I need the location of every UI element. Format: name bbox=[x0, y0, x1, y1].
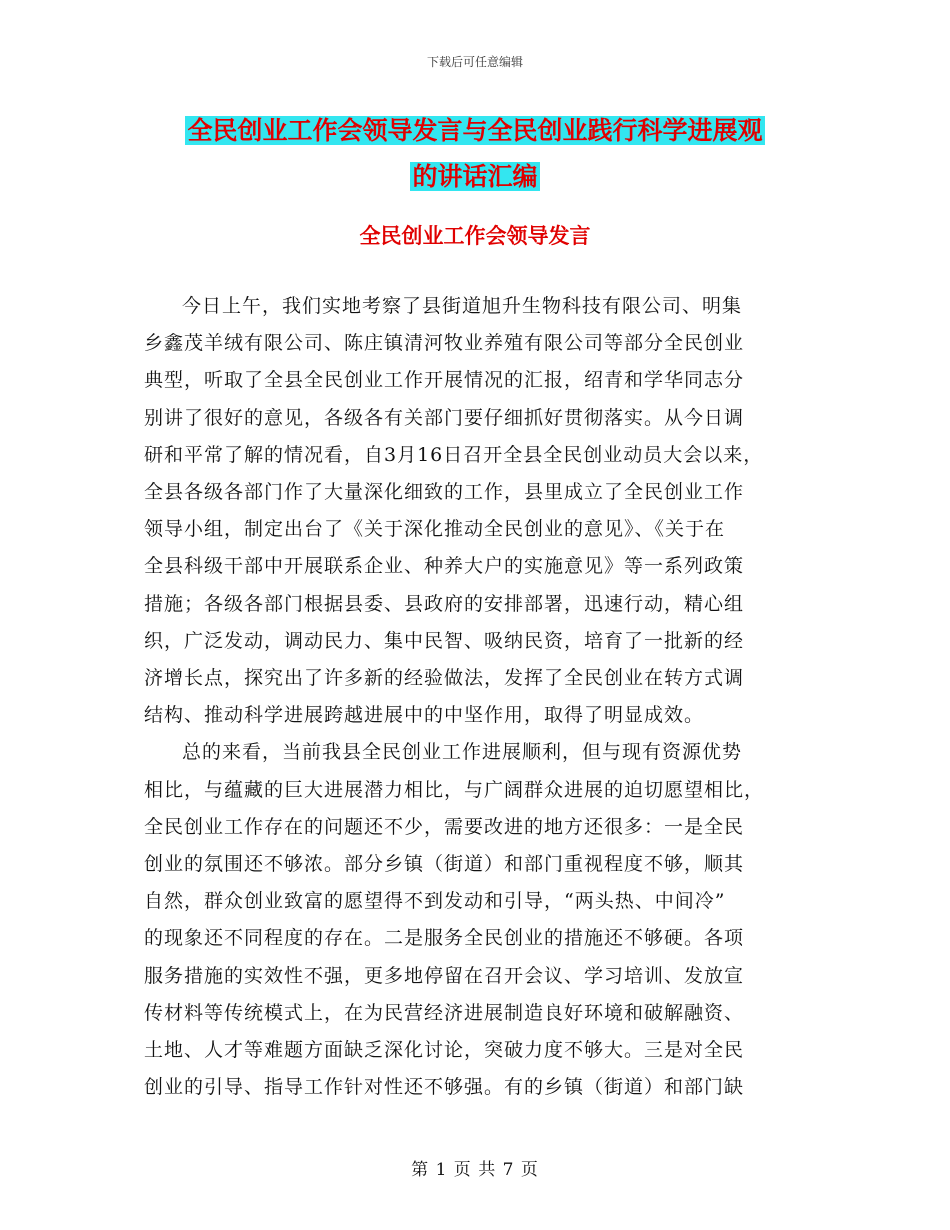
header-note: 下载后可任意编辑 bbox=[426, 55, 523, 69]
title-line-2: 的讲话汇编 bbox=[412, 162, 538, 191]
title-line-1: 全民创业工作会领导发言与全民创业践行科学进展观 bbox=[187, 116, 763, 145]
section-heading: 全民创业工作会领导发言 bbox=[359, 224, 591, 248]
document-title bbox=[0, 108, 950, 200]
paragraph-2: 总的来看，当前我县全民创业工作进展顺利，但与现有资源优势 相比，与蕴藏的巨大进展潜力相比，与广阔群众进展的迫切愿望相比， 全民创业工作存在的问题还不少，需要改进的地方还很多：一是全民 创业的氛围还不够浓。部分乡镇（街道）和部门重视程度不够，顺其 自然，群众创业致富的愿望得不到发动和引导，“两头热、中间冷” 的现象还不同程度的存在。二是服务全民创业的措施还不够硬。各项 服务措施的实效性不强，更多地停留在召开会议、学习培训、发放宣 传材料等传统模式上，在为民营经济进展制造良好环境和破解融资、 土地、人才等难题方面缺乏深化讨论，突破力度不够大。三是对全民 创业的引导、指导工作针对性还不够强。有的乡镇（街道）和部门缺 bbox=[144, 741, 765, 1099]
page-number-footer: 第 1 页 共 7 页 bbox=[411, 1160, 539, 1180]
paragraph-1: 今日上午，我们实地考察了县街道旭升生物科技有限公司、明集 乡鑫茂羊绒有限公司、陈庄镇清河牧业养殖有限公司等部分全民创业 典型，听取了全县全民创业工作开展情况的汇报，绍青和学华同志分 别讲了很好的意见，各级各有关部门要仔细抓好贯彻落实。从今日调 研和平常了解的情况看，自3月16日召开全县全民创业动员大会以来， 全县各级各部门作了大量深化细致的工作，县里成立了全民创业工作 领导小组，制定出台了《关于深化推动全民创业的意见》、《关于在 全县科级干部中开展联系企业、种养大户的实施意见》等一系列政策 措施；各级各部门根据县委、县政府的安排部署，迅速行动，精心组 织，广泛发动，调动民力、集中民智、吸纳民资，培育了一批新的经 济增长点，探究出了许多新的经验做法，发挥了全民创业在转方式调 结构、推动科学进展跨越进展中的中坚作用，取得了明显成效。 bbox=[144, 295, 764, 727]
document-body bbox=[144, 288, 799, 1106]
